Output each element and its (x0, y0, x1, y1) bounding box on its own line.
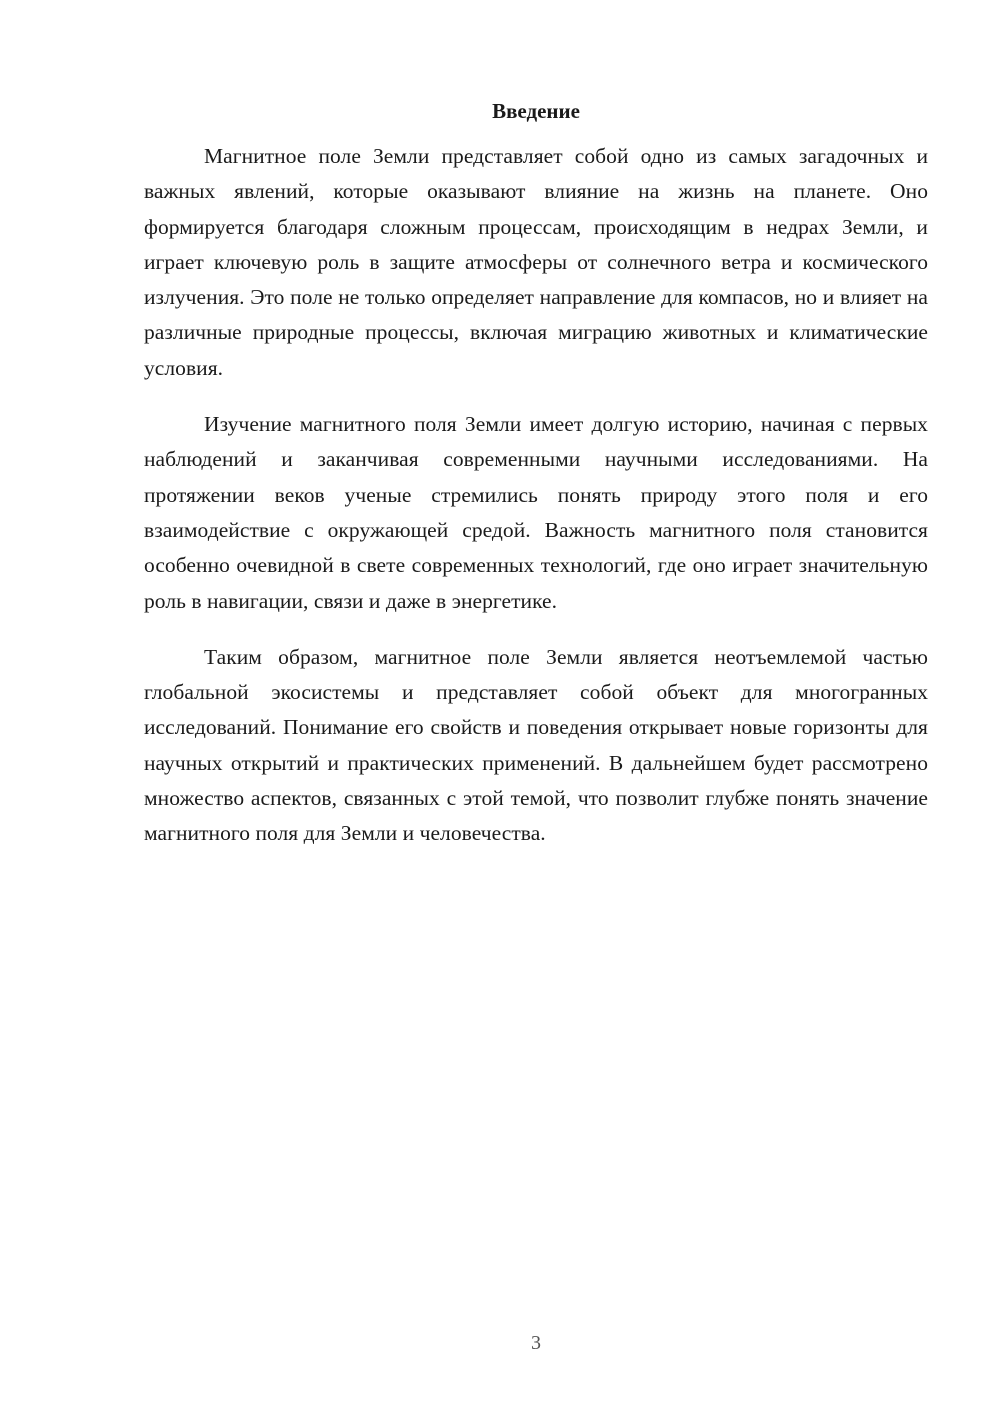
paragraph-1: Магнитное поле Земли представляет собой одно из самых загадочных и важных явлений, которые оказывают влияние на жизнь на планете. Оно формируется благодаря сложным процессам, происходящим в недрах Земли, и играет ключевую роль в защите атмосферы от солнечного ветра и космического излучения. Это поле не только определяет направление для компасов, но и влияет на различные природные процессы, включая миграцию животных и климатические условия. (144, 144, 928, 380)
section-heading: Введение (492, 99, 580, 123)
paragraph-3: Таким образом, магнитное поле Земли является неотъемлемой частью глобальной экосистемы и представляет собой объект для многогранных исследований. Понимание его свойств и поведения открывает новые горизонты для научных открытий и практических применений. В дальнейшем будет рассмотрено множество аспектов, связанных с этой темой, что позволит глубже понять значение магнитного поля для Земли и человечества. (144, 644, 928, 846)
page-content (144, 95, 928, 873)
paragraph-2: Изучение магнитного поля Земли имеет долгую историю, начиная с первых наблюдений и заканчивая современными научными исследованиями. На протяжении веков ученые стремились понять природу этого поля и его взаимодействие с окружающей средой. Важность магнитного поля становится особенно очевидной в свете современных технологий, где оно играет значительную роль в навигации, связи и даже в энергетике. (144, 412, 928, 613)
page-number: 3 (531, 1332, 541, 1354)
